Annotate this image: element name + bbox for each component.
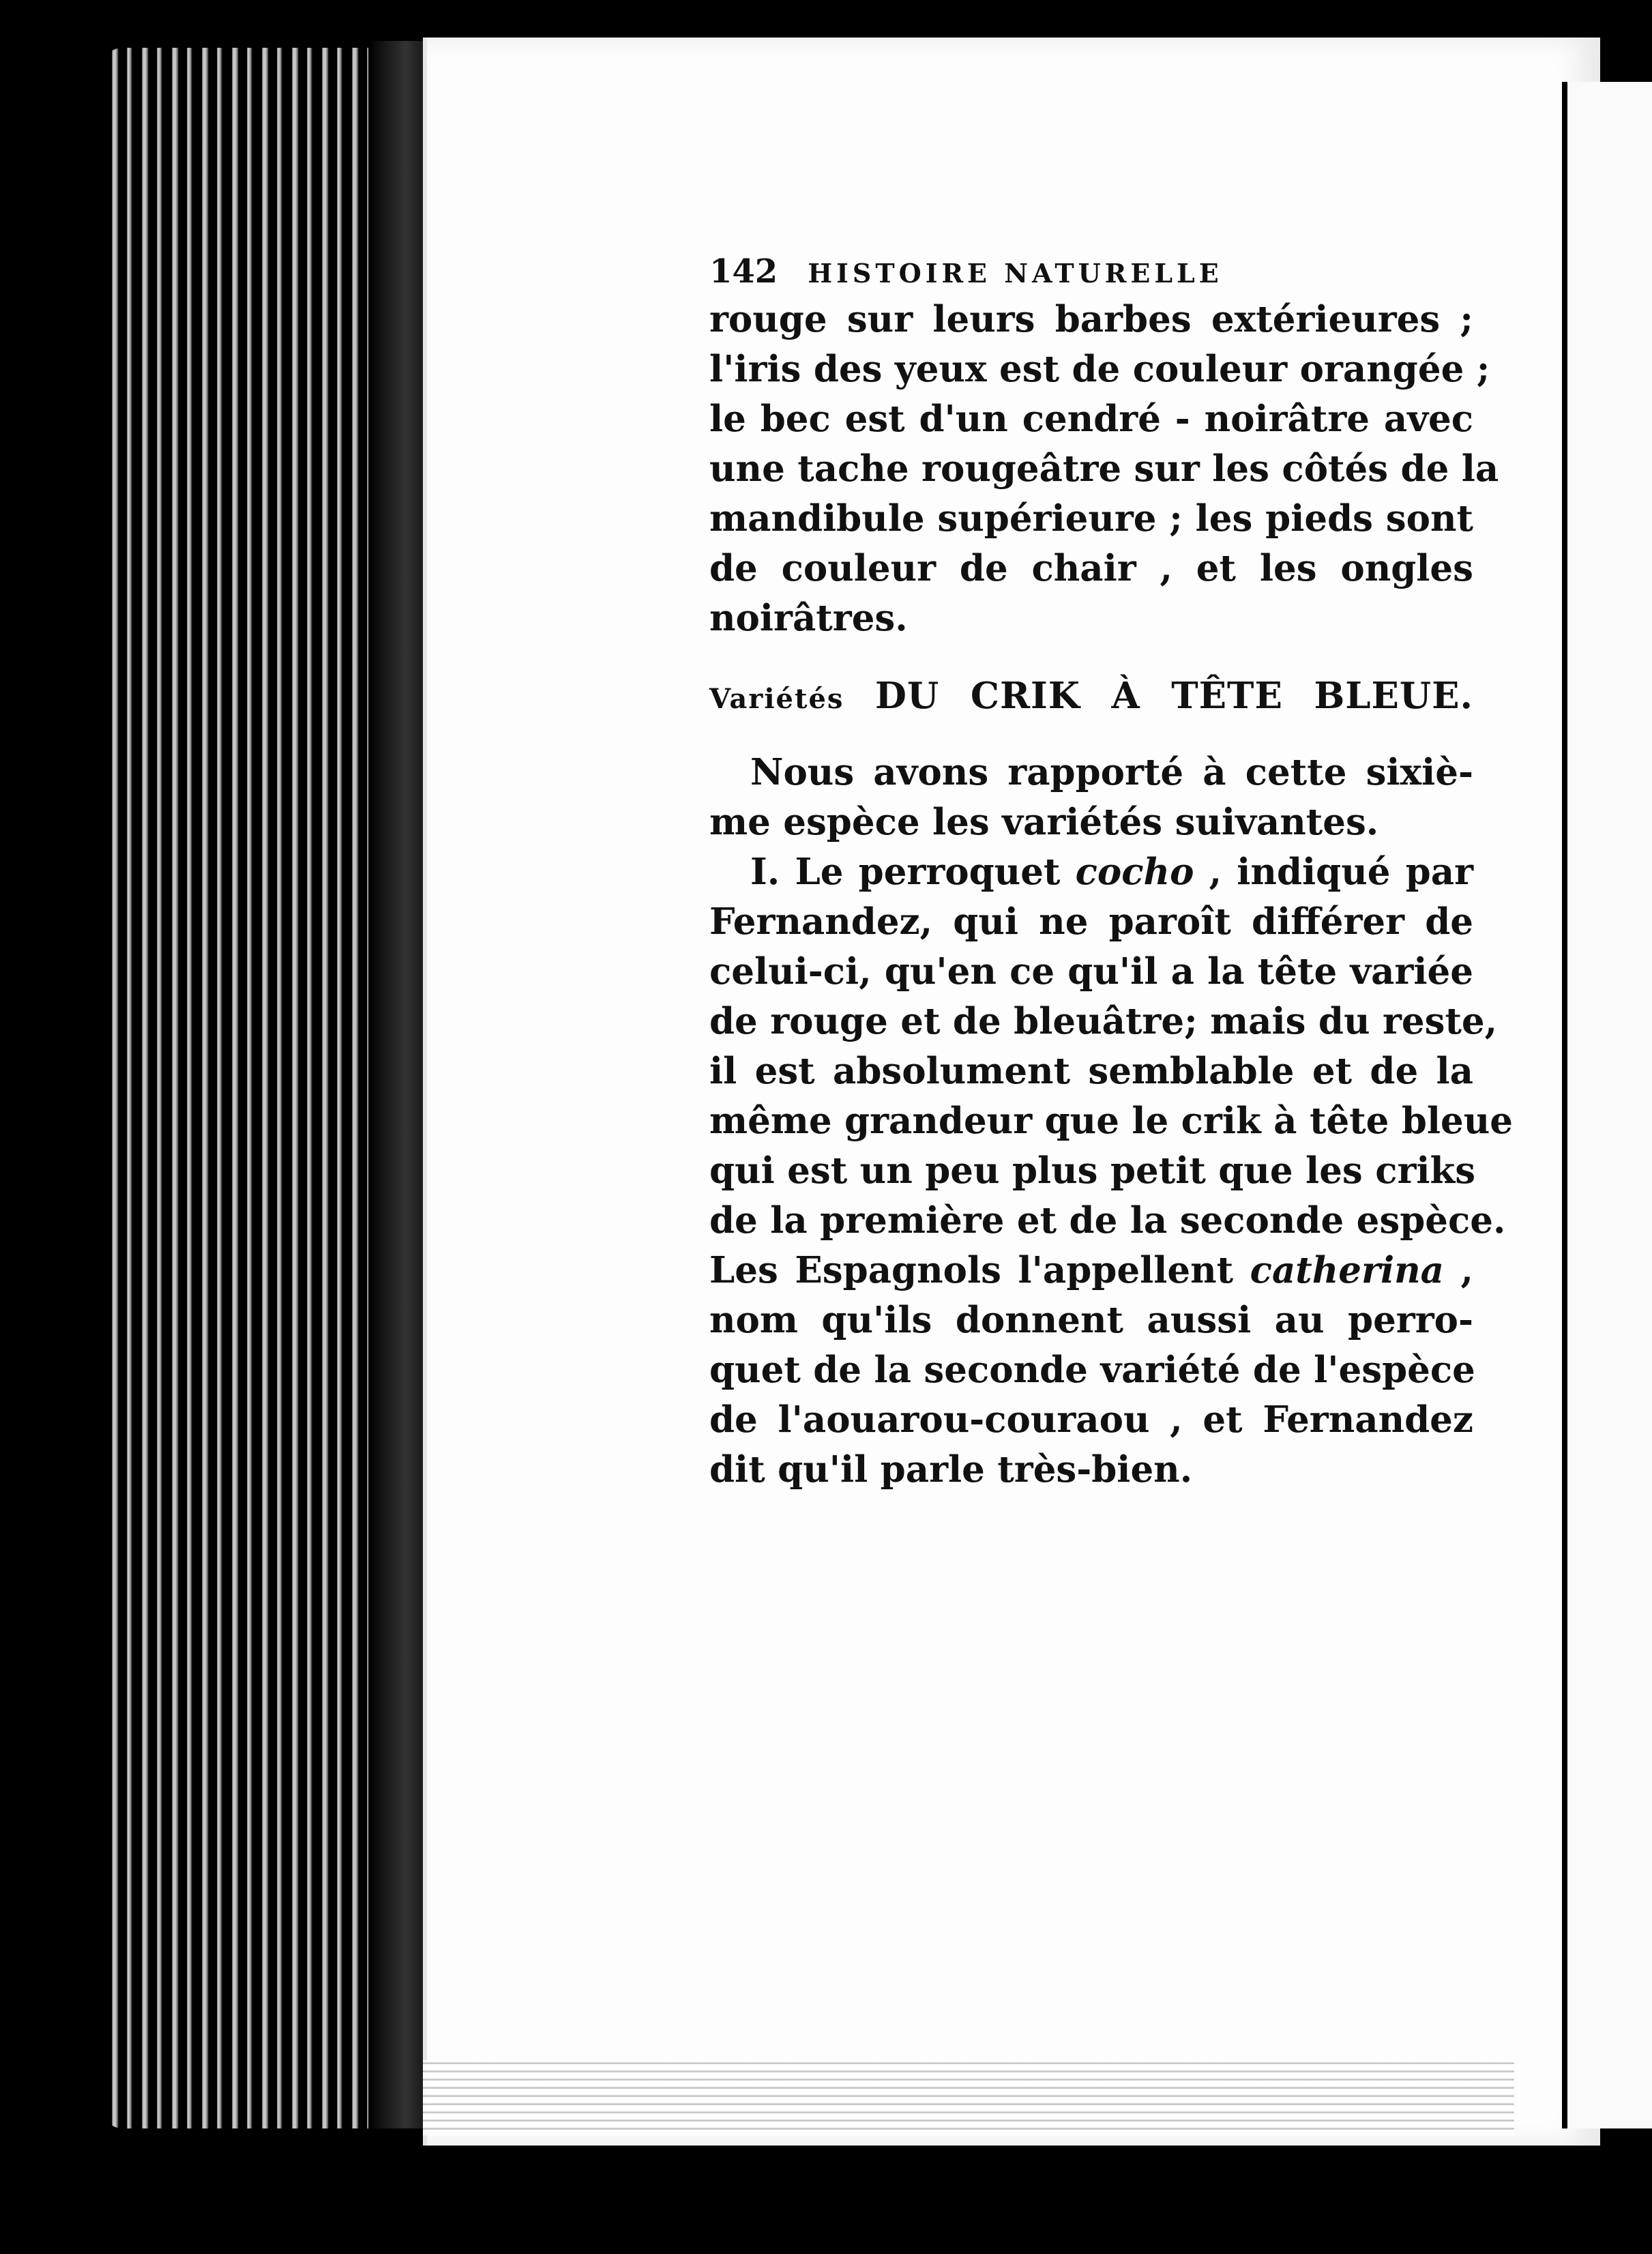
paragraph-3 [709,847,1513,1495]
gutter-shadow [368,41,430,2128]
right-margin-strip [1562,82,1652,2128]
text-line: celui-ci, qu'en ce qu'il a la tête variée [709,950,1473,993]
section-heading-rest: DU CRIK À TÊTE BLEUE. [875,675,1473,717]
running-head [709,252,1473,291]
text-line: de rouge et de bleuâtre; mais du reste, [709,1000,1498,1042]
paragraph-2 [709,748,1473,847]
text-line [709,1246,1473,1296]
paragraph-1 [709,295,1499,643]
italic-term-cocho: cocho [1075,851,1194,893]
text-span: , [1443,1249,1473,1291]
text-span: I. Le perroquet [750,851,1076,893]
text-line: mandibule supérieure ; les pieds sont [709,497,1473,540]
text-span: Les Espagnols l'appellent [709,1249,1250,1291]
text-line: de couleur de chair , et les ongles [709,547,1473,589]
text-line: me espèce les variétés suivantes. [709,801,1379,843]
italic-term-catherina: catherina [1250,1249,1444,1291]
text-line: l'iris des yeux est de couleur orangée ; [709,348,1490,390]
text-line: le bec est d'un cendré - noirâtre avec [709,398,1473,440]
text-line: il est absolument semblable et de la [709,1050,1473,1092]
bottom-page-edges [423,2060,1514,2135]
text-line [709,847,1473,897]
text-line: de l'aouarou-couraou , et Fernandez [709,1399,1473,1441]
section-heading [709,672,1473,723]
section-heading-smallcaps: Variétés [709,683,844,715]
text-line: dit qu'il parle très-bien. [709,1448,1193,1491]
text-line: Fernandez, qui ne paroît différer de [709,901,1473,943]
text-line: noirâtres. [709,597,908,639]
page-number: 142 [709,252,778,291]
text-line: Nous avons rapporté à cette sixiè- [750,751,1473,793]
running-head-title: HISTOIRE NATURELLE [808,258,1223,289]
text-line: nom qu'ils donnent aussi au perro- [709,1299,1473,1341]
text-line: même grandeur que le crik à tête bleue [709,1100,1513,1142]
text-line: rouge sur leurs barbes extérieures ; [709,298,1473,340]
text-line: une tache rougeâtre sur les côtés de la [709,448,1499,490]
text-span: , indiqué par [1194,851,1473,893]
text-line: de la première et de la seconde espèce. [709,1199,1506,1242]
page-text [709,252,1513,1495]
text-line: qui est un peu plus petit que les criks [709,1150,1476,1192]
text-line: quet de la seconde variété de l'espèce [709,1349,1475,1391]
